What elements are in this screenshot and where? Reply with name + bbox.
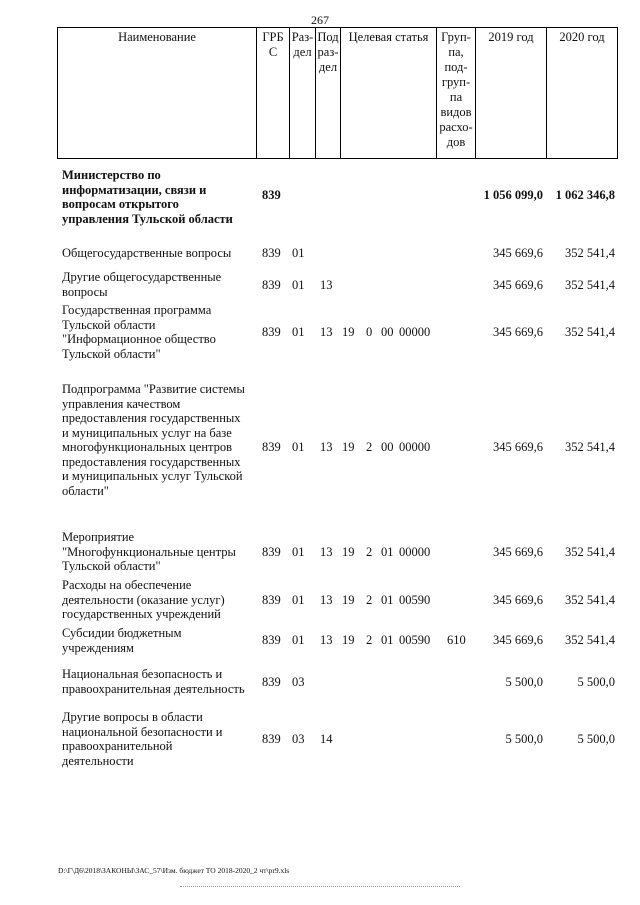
- cell-podrazdel: 13: [320, 593, 333, 607]
- cell-podrazdel: 14: [320, 732, 333, 746]
- cell-grbs: 839: [262, 246, 281, 260]
- header-year-2020: 2020 год: [547, 28, 618, 159]
- row-name-line: правоохранительная деятельность: [62, 681, 245, 696]
- row-name: [62, 382, 254, 498]
- row-name-line: Министерство по: [62, 168, 161, 182]
- row-name: [62, 530, 254, 574]
- cell-2019: 5 500,0: [505, 675, 543, 689]
- cell-target-subprogram: 0: [366, 325, 373, 339]
- row-name-line: Расходы на обеспечение: [62, 578, 192, 592]
- cell-target-event: 01: [381, 633, 394, 647]
- row-name-line: и муниципальных услуг на базе: [62, 425, 232, 440]
- cell-podrazdel: 13: [320, 633, 333, 647]
- cell-2019: 5 500,0: [505, 732, 543, 746]
- scan-artifact-line: [180, 886, 460, 888]
- row-name-line: Тульской области": [62, 559, 161, 573]
- cell-2020: 5 500,0: [577, 675, 615, 689]
- row-name-line: деятельности (оказание услуг): [62, 592, 225, 607]
- row-name: [62, 667, 254, 696]
- row-name-line: Общегосударственные вопросы: [62, 246, 232, 260]
- cell-target-direction: 00590: [399, 593, 431, 607]
- cell-2019: 345 669,6: [493, 278, 543, 292]
- cell-2020: 352 541,4: [565, 325, 615, 339]
- row-name-line: государственных учреждений: [62, 607, 221, 621]
- cell-target-program: 19: [342, 325, 355, 339]
- header-target: Целевая статья: [341, 28, 437, 159]
- cell-razdel: 03: [292, 732, 305, 746]
- row-name-line: Мероприятие: [62, 530, 135, 544]
- cell-target-subprogram: 2: [366, 440, 373, 454]
- page-number: 267: [311, 13, 329, 27]
- cell-target-direction: 00590: [399, 633, 431, 647]
- cell-razdel: 01: [292, 633, 305, 647]
- row-name-line: области": [62, 483, 109, 498]
- cell-target-event: 00: [381, 440, 394, 454]
- header-name: Наименование: [58, 28, 257, 159]
- row-name-line: "Многофункциональные центры: [62, 544, 236, 559]
- cell-grbs: 839: [262, 278, 281, 292]
- cell-podrazdel: 13: [320, 325, 333, 339]
- cell-grbs: 839: [262, 593, 281, 607]
- cell-grbs: 839: [262, 188, 281, 202]
- cell-2020: 5 500,0: [577, 732, 615, 746]
- row-name-line: многофункциональных центров: [62, 440, 233, 454]
- table-header: [57, 27, 618, 159]
- cell-target-event: 01: [381, 593, 394, 607]
- cell-razdel: 01: [292, 545, 305, 559]
- cell-target-subprogram: 2: [366, 593, 373, 607]
- cell-2019: 345 669,6: [493, 325, 543, 339]
- cell-target-event: 01: [381, 545, 394, 559]
- cell-target-direction: 00000: [399, 440, 431, 454]
- row-name: [62, 168, 254, 226]
- cell-2019: 345 669,6: [493, 593, 543, 607]
- cell-2020: 352 541,4: [565, 633, 615, 647]
- cell-2019: 345 669,6: [493, 440, 543, 454]
- row-name-line: Другие общегосударственные: [62, 270, 222, 284]
- row-name-line: и муниципальных услуг Тульской: [62, 469, 243, 483]
- cell-target-program: 19: [342, 440, 355, 454]
- cell-2020: 352 541,4: [565, 440, 615, 454]
- row-name-line: учреждениям: [62, 640, 134, 655]
- cell-grbs: 839: [262, 675, 281, 689]
- cell-2020: 352 541,4: [565, 246, 615, 260]
- cell-razdel: 01: [292, 278, 305, 292]
- row-name-line: Тульской области: [62, 317, 156, 332]
- cell-razdel: 01: [292, 440, 305, 454]
- cell-target-direction: 00000: [399, 325, 431, 339]
- row-name-line: вопросам открытого: [62, 197, 179, 211]
- row-name-line: Другие вопросы в области: [62, 710, 203, 724]
- cell-razdel: 01: [292, 246, 305, 260]
- cell-podrazdel: 13: [320, 278, 333, 292]
- row-name: [62, 270, 254, 299]
- cell-target-program: 19: [342, 545, 355, 559]
- cell-podrazdel: 13: [320, 545, 333, 559]
- header-grbs: ГРБ С: [257, 28, 290, 159]
- cell-2019: 345 669,6: [493, 246, 543, 260]
- row-name-line: деятельности: [62, 753, 134, 768]
- row-name-line: управления Тульской области: [62, 211, 233, 226]
- row-name-line: "Информационное общество: [62, 332, 216, 346]
- cell-target-program: 19: [342, 633, 355, 647]
- row-name: [62, 246, 254, 261]
- row-name-line: Субсидии бюджетным: [62, 626, 182, 640]
- cell-razdel: 01: [292, 593, 305, 607]
- cell-2020: 352 541,4: [565, 278, 615, 292]
- row-name: [62, 626, 254, 655]
- row-name-line: Тульской области": [62, 346, 161, 361]
- cell-grbs: 839: [262, 325, 281, 339]
- cell-2019: 345 669,6: [493, 545, 543, 559]
- row-name: [62, 578, 254, 622]
- row-name-line: правоохранительной: [62, 739, 173, 753]
- cell-target-subprogram: 2: [366, 545, 373, 559]
- row-name: [62, 710, 254, 768]
- row-name-line: управления качеством: [62, 396, 181, 411]
- header-podrazdel: Под раз- дел: [316, 28, 341, 159]
- row-name-line: национальной безопасности и: [62, 724, 223, 739]
- cell-target-program: 19: [342, 593, 355, 607]
- cell-grbs: 839: [262, 633, 281, 647]
- cell-razdel: 03: [292, 675, 305, 689]
- row-name-line: информатизации, связи и: [62, 182, 207, 197]
- row-name: [62, 303, 254, 361]
- row-name-line: Национальная безопасность и: [62, 667, 223, 681]
- cell-razdel: 01: [292, 325, 305, 339]
- header-group: Груп- па, под- груп- па видов расхо- дов: [437, 28, 476, 159]
- cell-2020: 1 062 346,8: [555, 188, 615, 202]
- cell-2019: 1 056 099,0: [483, 188, 543, 202]
- cell-2020: 352 541,4: [565, 593, 615, 607]
- row-name-line: предоставления государственных: [62, 454, 241, 469]
- header-year-2019: 2019 год: [476, 28, 547, 159]
- cell-grbs: 839: [262, 440, 281, 454]
- cell-2019: 345 669,6: [493, 633, 543, 647]
- row-name-line: Подпрограмма "Развитие системы: [62, 382, 245, 396]
- cell-target-subprogram: 2: [366, 633, 373, 647]
- row-name-line: вопросы: [62, 284, 108, 299]
- cell-podrazdel: 13: [320, 440, 333, 454]
- cell-expense-type: 610: [447, 633, 466, 647]
- row-name-line: предоставления государственных: [62, 411, 241, 425]
- cell-2020: 352 541,4: [565, 545, 615, 559]
- footer-file-path: D:\Г\Д6\2018\ЗАКОНЫ\ЗАС_57\Изм. бюджет ТО 2018-2020_2 чт\pr9.xls: [58, 866, 290, 875]
- row-name-line: Государственная программа: [62, 303, 212, 317]
- header-razdel: Раз- дел: [290, 28, 316, 159]
- cell-target-event: 00: [381, 325, 394, 339]
- cell-target-direction: 00000: [399, 545, 431, 559]
- cell-grbs: 839: [262, 545, 281, 559]
- cell-grbs: 839: [262, 732, 281, 746]
